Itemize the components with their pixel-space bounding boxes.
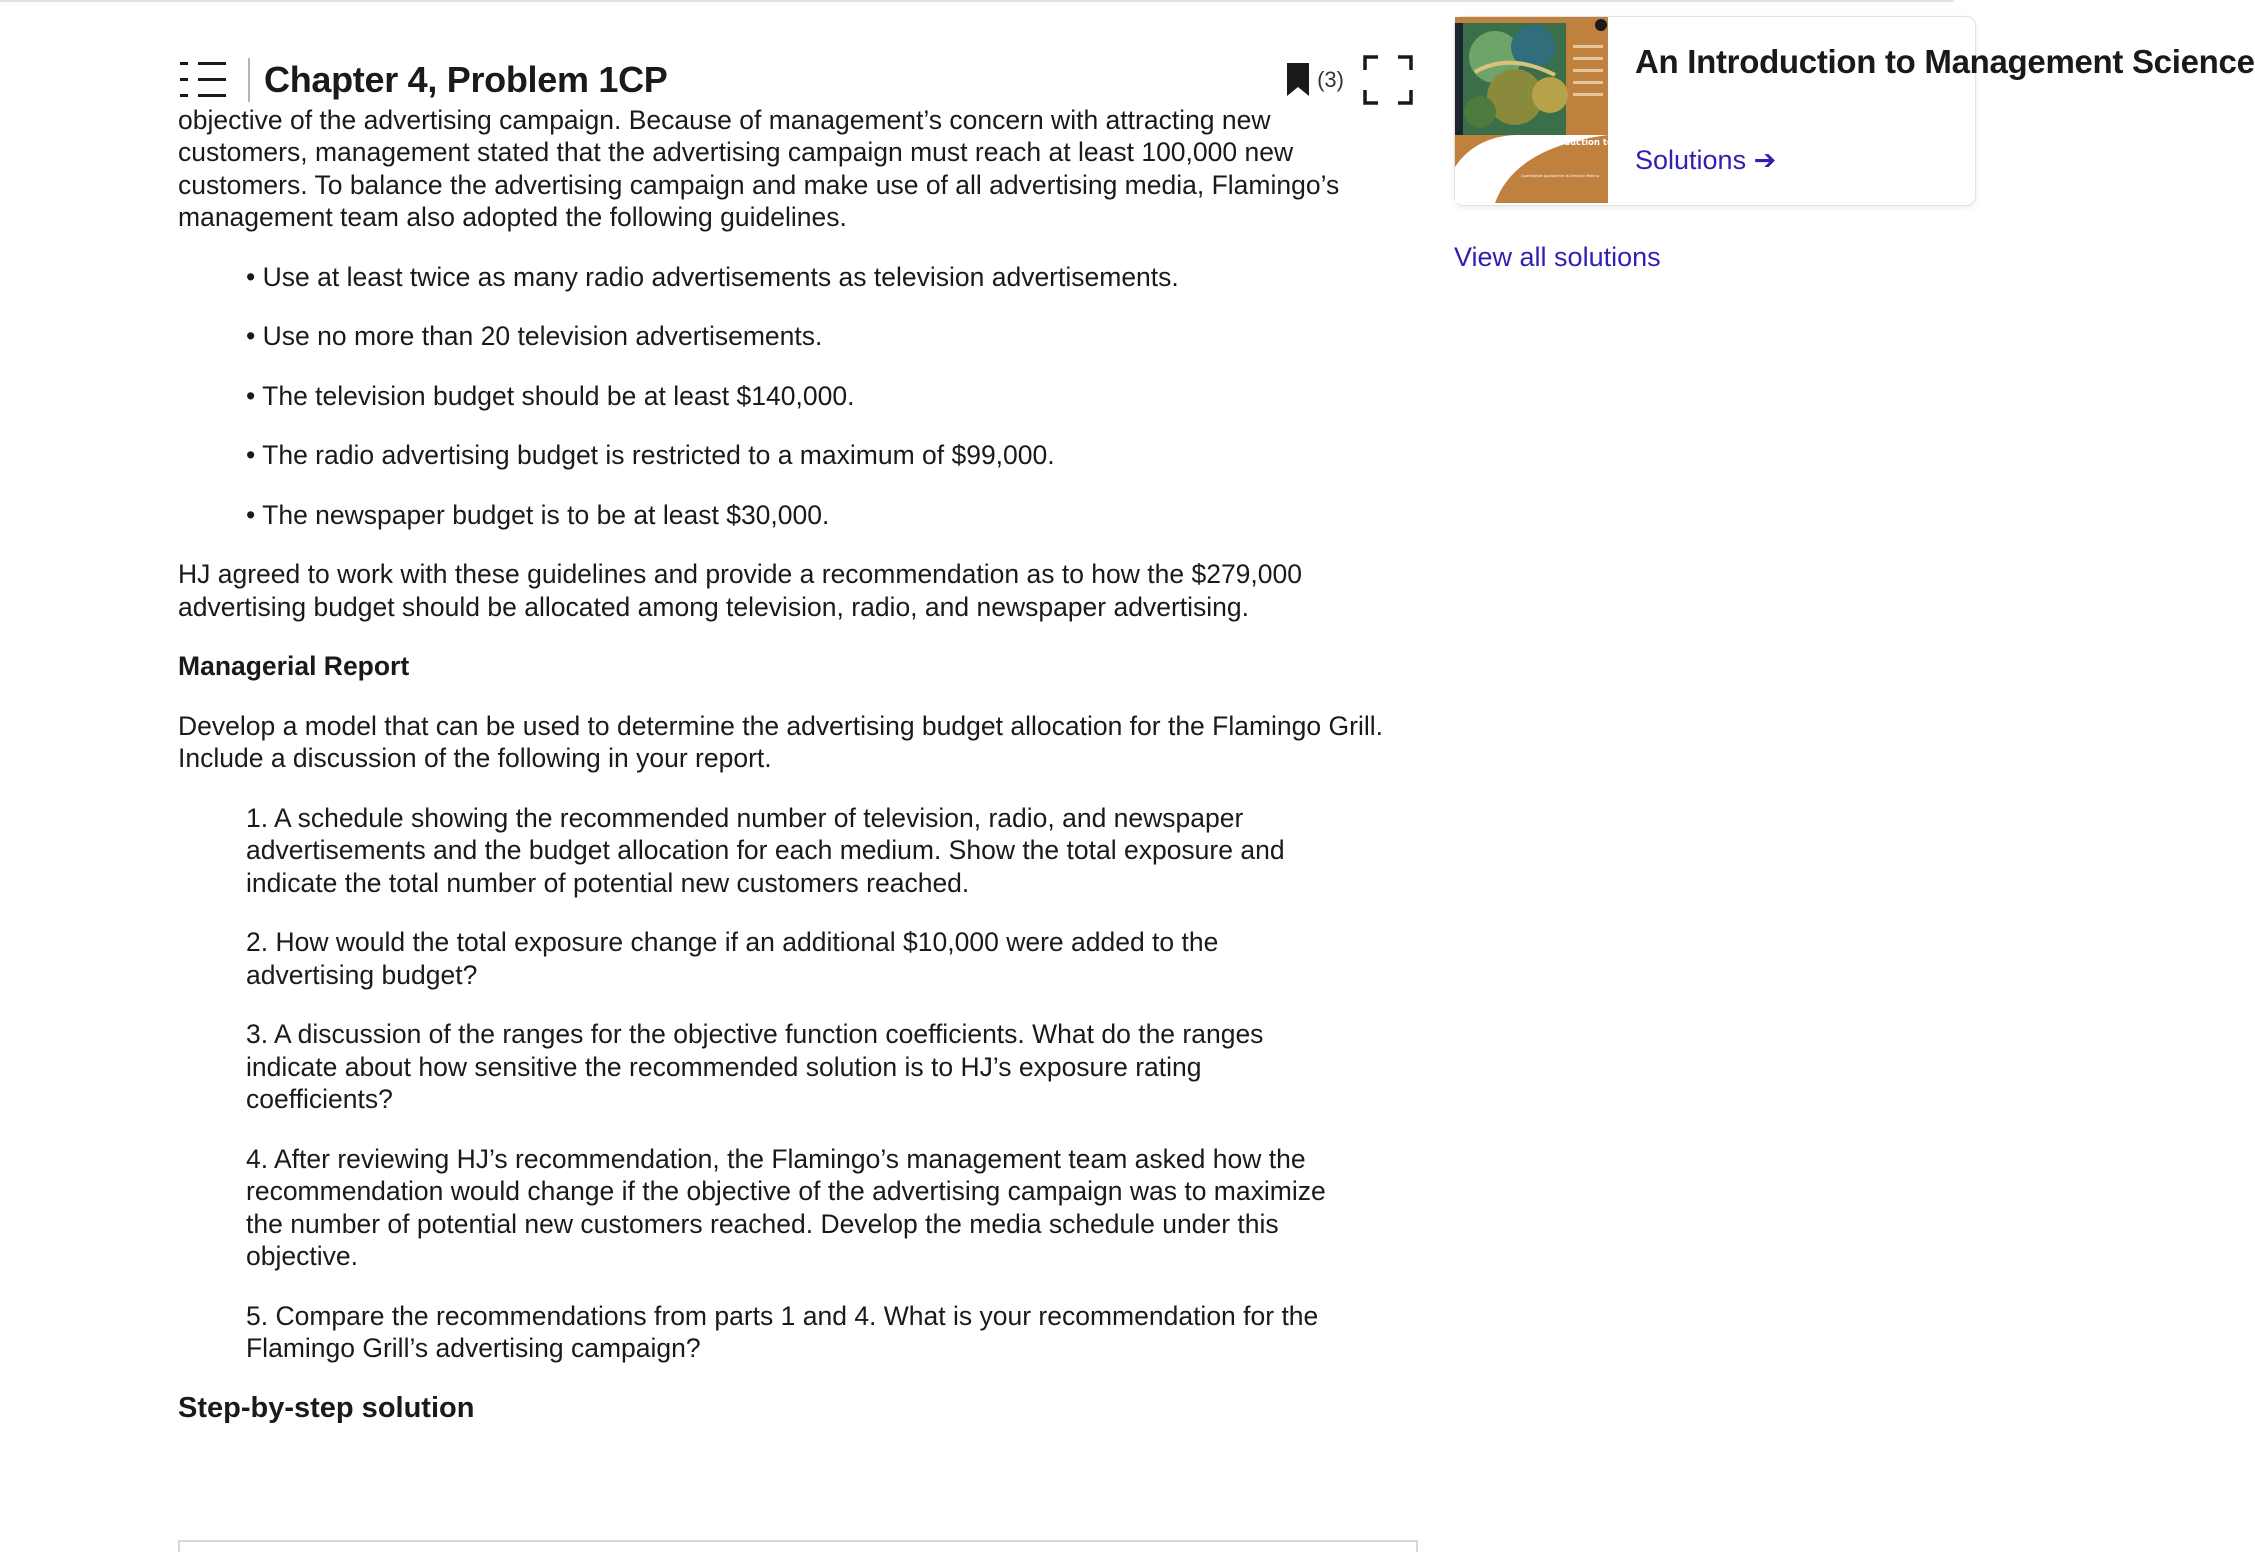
scrolled-cutoff-text (178, 105, 1414, 136)
header-divider (248, 58, 250, 102)
list-item: • The radio advertising budget is restricted to a maximum of $99,000. (246, 440, 1055, 470)
list-item: 4. After reviewing HJ’s recommendation, the Flamingo’s management team asked how the recommendation would change if the objective of the advertising campaign was to maximize the number of potential new customers reached. Develop the media schedule under this objective. (246, 1143, 1326, 1271)
solutions-link[interactable]: Solutions ➔ (1635, 145, 1777, 175)
list-item: 3. A discussion of the ranges for the objective function coefficients. What do the ranges indicate about how sensitive the recommended solution is to HJ’s exposure rating coefficients? (246, 1019, 1264, 1114)
list-item: 5. Compare the recommendations from parts 1 and 4. What is your recommendation for the Flamingo Grill’s advertising campaign? (246, 1300, 1319, 1363)
list-item: 2. How would the total exposure change if an additional $10,000 were added to the advertising budget? (246, 927, 1219, 990)
bookmark-count: (3) (1317, 67, 1344, 92)
cutoff-line: objective of the advertising campaign. Because of management’s concern with attracting new (178, 105, 1271, 135)
step-by-step-heading: Step-by-step solution (178, 1391, 475, 1424)
problem-content (178, 105, 1414, 1424)
expand-button[interactable] (1362, 54, 1414, 106)
list-item: • Use at least twice as many radio advertisements as television advertisements. (246, 261, 1179, 292)
cover-subtitle-text: Quantitative Approaches to Decision Making (1521, 174, 1599, 178)
view-all-solutions-link[interactable]: View all solutions (1454, 242, 1661, 272)
header-actions (1285, 54, 1414, 106)
list-item: • Use no more than 20 television advertisements. (246, 321, 823, 351)
textbook-card[interactable] (1454, 16, 2255, 206)
bookmark-button[interactable] (1285, 62, 1344, 98)
list-item: • The newspaper budget is to be at least $30,000. (246, 499, 830, 530)
agreement-paragraph: HJ agreed to work with these guidelines and provide a recommendation as to how the $279,000 advertising budget should be allocated among television, radio, and newspaper advertising. (178, 559, 1302, 622)
list-item: • The television budget should be at least $140,000. (246, 380, 855, 411)
report-intro: Develop a model that can be used to determine the advertising budget allocation for the Flamingo Grill. Include a discussion of the following in your report. (178, 710, 1383, 773)
cover-title-text: An Introduction to Management Science (1525, 138, 1718, 148)
fullscreen-icon (1362, 54, 1414, 106)
bookmark-icon (1285, 62, 1311, 98)
top-divider (0, 0, 1954, 2)
page-title: Chapter 4, Problem 1CP (264, 59, 668, 100)
problem-intro: customers, management stated that the advertising campaign must reach at least 100,000 new customers. To balance the advertising campaign and make use of all advertising media, Flamingo’s management team also adopted the following guidelines. (178, 137, 1340, 232)
book-title[interactable]: An Introduction to Management Science (1635, 43, 2255, 80)
solution-panel (178, 1540, 1418, 1552)
managerial-report-heading: Managerial Report (178, 651, 410, 681)
table-of-contents-button[interactable] (178, 50, 228, 110)
list-item: 1. A schedule showing the recommended number of television, radio, and newspaper advertisements and the budget allocation for each medium. Show the total exposure and indicate the total number of potential new customers reached. (246, 802, 1285, 898)
